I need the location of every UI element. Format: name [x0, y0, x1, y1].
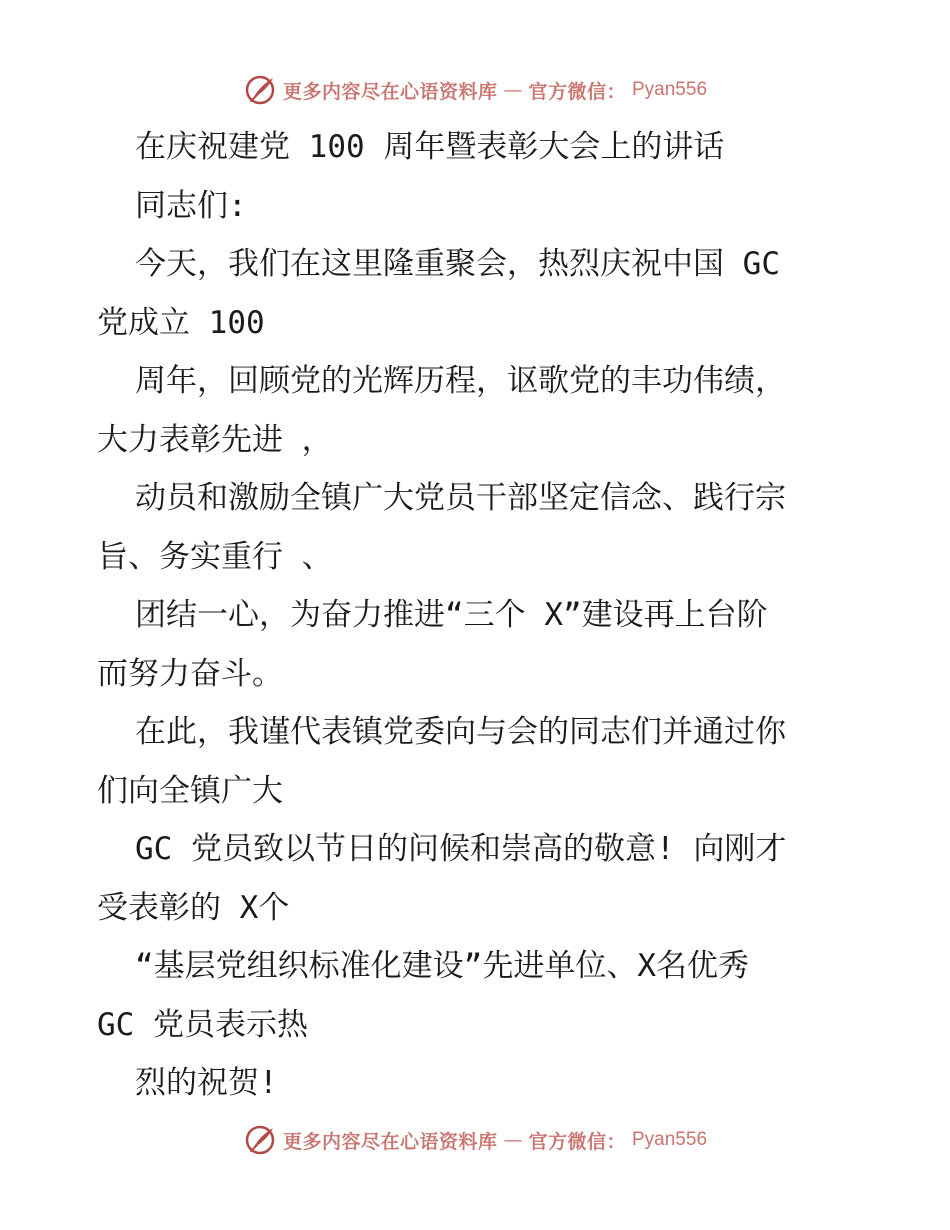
text-line: 周年，回顾党的光辉历程，讴歌党的丰功伟绩， — [135, 363, 786, 399]
text-line: GC 党员表示热 — [97, 1006, 308, 1043]
text-line: 在此，我谨代表镇党委向与会的同志们并通过你 — [135, 714, 786, 750]
salutation: 同志们: — [135, 187, 247, 224]
text-line: 大力表彰先进 ， — [97, 421, 333, 458]
text-line: “基层党组织标准化建设”先进单位、X名优秀 — [135, 948, 749, 984]
watermark-contact-label: 官方微信： — [528, 1130, 626, 1153]
text-line: 动员和激励全镇广大党员干部坚定信念、践行宗 — [135, 480, 786, 516]
text-line: 党成立 100 — [97, 304, 265, 341]
watermark-contact-code: Pyan556 — [632, 1129, 708, 1150]
text-line: 旨、务实重行 、 — [97, 538, 333, 575]
watermark-separator: — — [503, 79, 523, 101]
text-line: 们向全镇广大 — [97, 772, 283, 809]
footer-watermark — [0, 1120, 950, 1160]
document-title: 在庆祝建党 100 周年暨表彰大会上的讲话 — [135, 129, 725, 165]
watermark-contact-code: Pyan556 — [632, 79, 708, 100]
text-line: 烈的祝贺! — [135, 1065, 278, 1101]
watermark-text: 更多内容尽在心语资料库 — [282, 1130, 498, 1153]
feather-pen-logo-icon — [243, 1123, 277, 1157]
header-watermark — [0, 70, 950, 110]
text-line: 团结一心，为奋力推进“三个 X”建设再上台阶 — [135, 597, 768, 633]
watermark-separator: — — [503, 1129, 523, 1151]
feather-pen-logo-icon — [243, 73, 277, 107]
watermark-text: 更多内容尽在心语资料库 — [282, 80, 498, 103]
text-line: 受表彰的 X个 — [97, 889, 290, 926]
document-body — [97, 118, 857, 1113]
watermark-contact-label: 官方微信： — [528, 80, 626, 103]
text-line: GC 党员致以节日的问候和崇高的敬意! 向刚才 — [135, 831, 787, 867]
text-line: 今天，我们在这里隆重聚会，热烈庆祝中国 GC — [135, 246, 780, 282]
text-line: 而努力奋斗。 — [97, 655, 283, 692]
